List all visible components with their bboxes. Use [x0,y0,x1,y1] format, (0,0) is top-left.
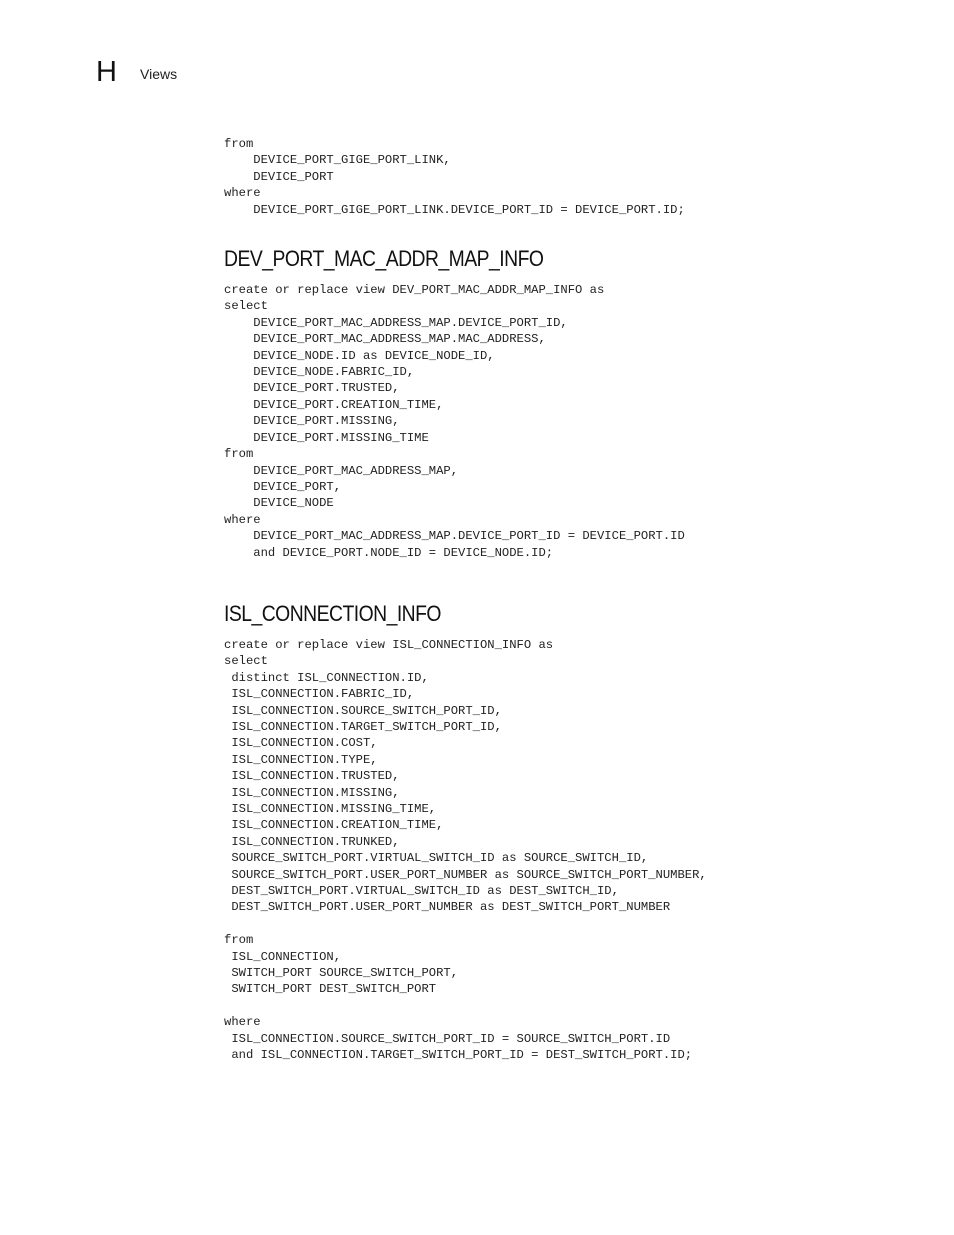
code-block-dev-port-mac-addr-map-info: create or replace view DEV_PORT_MAC_ADDR_MAP_INFO as select DEVICE_PORT_MAC_ADDRESS_MAP.DEVICE_PORT_ID, DEVICE_PORT_MAC_ADDRESS_MAP.MAC_ADDRESS, DEVICE_NODE.ID as DEVICE_NODE_ID, DEVICE_NODE.FABRIC_ID, DEVICE_PORT.TRUSTED, DEVICE_PORT.CREATION_TIME, DEVICE_PORT.MISSING, DEVICE_PORT.MISSING_TIME from DEVICE_PORT_MAC_ADDRESS_MAP, DEVICE_PORT, DEVICE_NODE where DEVICE_PORT_MAC_ADDRESS_MAP.DEVICE_PORT_ID = DEVICE_PORT.ID and DEVICE_PORT.NODE_ID = DEVICE_NODE.ID; [224,283,685,560]
page-content [224,136,844,1064]
running-header-section-title: Views [140,66,178,82]
section-heading-dev-port-mac-addr-map-info: DEV_PORT_MAC_ADDR_MAP_INFO [224,246,544,272]
chapter-letter: H [96,56,117,88]
code-block-gige-port-link-continuation: from DEVICE_PORT_GIGE_PORT_LINK, DEVICE_PORT where DEVICE_PORT_GIGE_PORT_LINK.DEVICE_PORT_ID = DEVICE_PORT.ID; [224,137,685,217]
code-block-isl-connection-info: create or replace view ISL_CONNECTION_INFO as select distinct ISL_CONNECTION.ID, ISL_CONNECTION.FABRIC_ID, ISL_CONNECTION.SOURCE_SWITCH_PORT_ID, ISL_CONNECTION.TARGET_SWITCH_PORT_ID, ISL_CONNECTION.COST, ISL_CONNECTION.TYPE, ISL_CONNECTION.TRUSTED, ISL_CONNECTION.MISSING, ISL_CONNECTION.MISSING_TIME, ISL_CONNECTION.CREATION_TIME, ISL_CONNECTION.TRUNKED, SOURCE_SWITCH_PORT.VIRTUAL_SWITCH_ID as SOURCE_SWITCH_ID, SOURCE_SWITCH_PORT.USER_PORT_NUMBER as SOURCE_SWITCH_PORT_NUMBER, DEST_SWITCH_PORT.VIRTUAL_SWITCH_ID as DEST_SWITCH_ID, DEST_SWITCH_PORT.USER_PORT_NUMBER as DEST_SWITCH_PORT_NUMBER from ISL_CONNECTION, SWITCH_PORT SOURCE_SWITCH_PORT, SWITCH_PORT DEST_SWITCH_PORT where ISL_CONNECTION.SOURCE_SWITCH_PORT_ID = SOURCE_SWITCH_PORT.ID and ISL_CONNECTION.TARGET_SWITCH_PORT_ID = DEST_SWITCH_PORT.ID; [224,637,707,1063]
section-heading-isl-connection-info: ISL_CONNECTION_INFO [224,600,441,626]
